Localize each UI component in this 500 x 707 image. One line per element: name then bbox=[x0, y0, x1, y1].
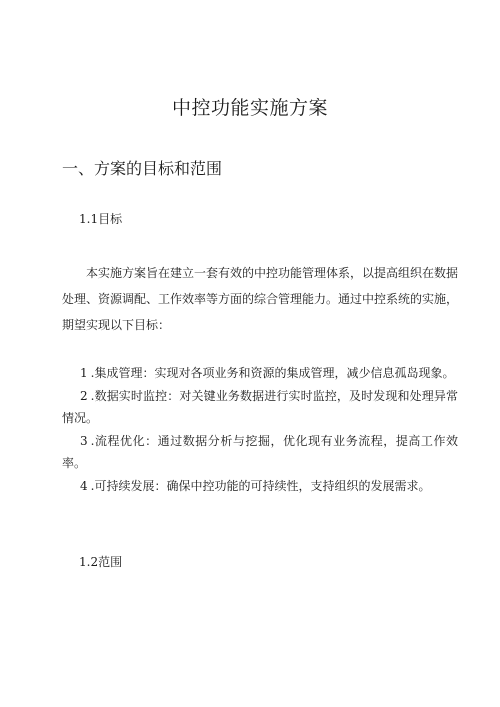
list-item-number: 4 bbox=[80, 479, 88, 493]
goals-list bbox=[62, 362, 458, 498]
list-item bbox=[62, 385, 458, 429]
list-item-text: .数据实时监控：对关键业务数据进行实时监控，及时发现和处理异常情况。 bbox=[62, 389, 458, 425]
document-title: 中控功能实施方案 bbox=[171, 97, 328, 119]
subsection-heading-scope: 1.2范围 bbox=[79, 555, 123, 569]
section-heading-goals-scope: 一、方案的目标和范围 bbox=[62, 159, 223, 178]
list-item-number: 3 bbox=[80, 434, 88, 448]
list-item bbox=[62, 362, 458, 384]
list-item-text: .流程优化：通过数据分析与挖掘，优化现有业务流程，提高工作效率。 bbox=[62, 434, 458, 470]
subsection-heading-goals: 1.1目标 bbox=[79, 212, 123, 226]
list-item-text: .集成管理：实现对各项业务和资源的集成管理，减少信息孤岛现象。 bbox=[90, 366, 455, 380]
list-item bbox=[62, 430, 458, 474]
list-item bbox=[62, 475, 458, 497]
list-item-number: 2 bbox=[80, 389, 88, 403]
intro-paragraph: 本实施方案旨在建立一套有效的中控功能管理体系，以提高组织在数据处理、资源调配、工作效率等方面的综合管理能力。通过中控系统的实施，期望实现以下目标： bbox=[62, 266, 459, 332]
list-item-text: .可持续发展：确保中控功能的可持续性，支持组织的发展需求。 bbox=[90, 479, 431, 493]
list-item-number: 1 bbox=[80, 366, 88, 380]
